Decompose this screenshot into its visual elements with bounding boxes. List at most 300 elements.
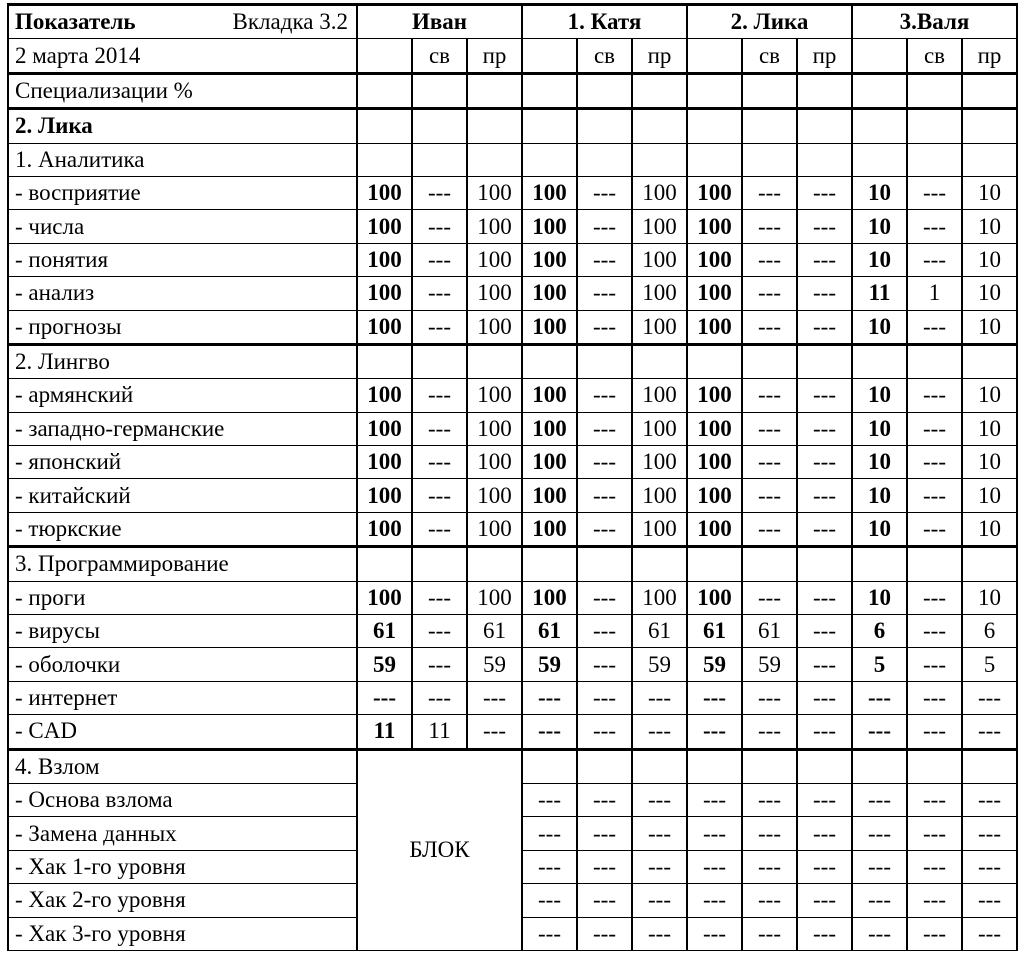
empty-cell <box>907 73 962 108</box>
empty-cell <box>522 73 577 108</box>
value-cell: --- <box>632 681 687 714</box>
row-label: - Хак 1-го уровня <box>8 850 357 883</box>
value-cell: --- <box>577 917 632 950</box>
value-cell: 100 <box>687 277 742 310</box>
value-cell: --- <box>907 581 962 614</box>
value-cell: --- <box>742 884 797 917</box>
value-cell: --- <box>577 243 632 276</box>
value-cell: --- <box>907 176 962 209</box>
value-cell: --- <box>412 210 467 243</box>
value-cell: 10 <box>962 379 1017 412</box>
row-label: - проги <box>8 581 357 614</box>
value-cell: --- <box>852 850 907 883</box>
row-label: - китайский <box>8 479 357 512</box>
empty-cell <box>797 344 852 378</box>
empty-cell <box>357 344 412 378</box>
value-cell: 10 <box>852 243 907 276</box>
table-row <box>8 512 1017 546</box>
empty-cell <box>962 109 1017 143</box>
value-cell: 61 <box>467 615 522 648</box>
value-cell: 100 <box>687 479 742 512</box>
empty-cell <box>522 109 577 143</box>
value-cell: --- <box>577 446 632 479</box>
value-cell: --- <box>907 817 962 850</box>
value-cell: --- <box>412 479 467 512</box>
sub-header-total <box>852 39 907 73</box>
empty-cell <box>357 547 412 581</box>
value-cell: 100 <box>467 446 522 479</box>
value-cell: 100 <box>357 446 412 479</box>
value-cell: --- <box>522 850 577 883</box>
value-cell: 100 <box>357 412 412 445</box>
value-cell: --- <box>577 581 632 614</box>
value-cell: --- <box>412 310 467 344</box>
value-cell: --- <box>962 850 1017 883</box>
value-cell: --- <box>632 715 687 749</box>
empty-cell <box>412 73 467 108</box>
value-cell: --- <box>742 379 797 412</box>
value-cell: --- <box>687 783 742 816</box>
person-header-katya: 1. Катя <box>522 5 687 39</box>
value-cell: --- <box>687 917 742 950</box>
value-cell: 1 <box>907 277 962 310</box>
section-title-row <box>8 749 1017 783</box>
value-cell: --- <box>797 310 852 344</box>
value-cell: --- <box>907 512 962 546</box>
value-cell: --- <box>962 715 1017 749</box>
value-cell: 10 <box>852 310 907 344</box>
empty-cell <box>522 143 577 176</box>
value-cell: 100 <box>687 412 742 445</box>
block-cell: БЛОК <box>357 749 522 950</box>
value-cell: --- <box>687 715 742 749</box>
value-cell: 100 <box>632 277 687 310</box>
value-cell: 6 <box>852 615 907 648</box>
row-label: - CAD <box>8 715 357 749</box>
empty-cell <box>357 73 412 108</box>
value-cell: --- <box>852 917 907 950</box>
value-cell: --- <box>797 884 852 917</box>
table-row <box>8 379 1017 412</box>
empty-cell <box>577 109 632 143</box>
empty-cell <box>577 547 632 581</box>
value-cell: 100 <box>632 479 687 512</box>
value-cell: 10 <box>962 277 1017 310</box>
empty-cell <box>632 749 687 783</box>
value-cell: --- <box>687 884 742 917</box>
value-cell: --- <box>577 850 632 883</box>
value-cell: --- <box>522 783 577 816</box>
value-cell: 5 <box>852 648 907 681</box>
value-cell: --- <box>742 210 797 243</box>
empty-cell <box>962 749 1017 783</box>
value-cell: --- <box>577 884 632 917</box>
value-cell: --- <box>962 917 1017 950</box>
sub-header-pr: пр <box>962 39 1017 73</box>
value-cell: --- <box>412 615 467 648</box>
empty-cell <box>852 143 907 176</box>
value-cell: 10 <box>852 412 907 445</box>
row-label: - японский <box>8 446 357 479</box>
value-cell: 6 <box>962 615 1017 648</box>
value-cell: 61 <box>522 615 577 648</box>
value-cell: --- <box>907 310 962 344</box>
header-cell-title <box>8 5 357 39</box>
value-cell: 100 <box>357 512 412 546</box>
value-cell: --- <box>797 176 852 209</box>
empty-cell <box>742 143 797 176</box>
value-cell: 100 <box>632 379 687 412</box>
value-cell: --- <box>577 512 632 546</box>
table-row <box>8 277 1017 310</box>
empty-cell <box>412 143 467 176</box>
table-row <box>8 210 1017 243</box>
table-row <box>8 715 1017 749</box>
empty-cell <box>357 109 412 143</box>
value-cell: 61 <box>357 615 412 648</box>
value-cell: 100 <box>632 243 687 276</box>
table-row <box>8 648 1017 681</box>
table-row <box>8 479 1017 512</box>
value-cell: --- <box>577 412 632 445</box>
empty-cell <box>632 109 687 143</box>
value-cell: 100 <box>687 446 742 479</box>
row-label: - Основа взлома <box>8 783 357 816</box>
value-cell: 100 <box>522 581 577 614</box>
value-cell: --- <box>467 681 522 714</box>
value-cell: --- <box>797 210 852 243</box>
value-cell: --- <box>357 681 412 714</box>
value-cell: 100 <box>632 581 687 614</box>
value-cell: --- <box>962 817 1017 850</box>
empty-cell <box>797 73 852 108</box>
empty-cell <box>577 344 632 378</box>
value-cell: 100 <box>522 479 577 512</box>
empty-cell <box>412 109 467 143</box>
value-cell: 59 <box>467 648 522 681</box>
value-cell: 100 <box>467 479 522 512</box>
empty-cell <box>852 344 907 378</box>
value-cell: --- <box>687 681 742 714</box>
tab-label: Вкладка 3.2 <box>232 9 348 34</box>
empty-cell <box>742 344 797 378</box>
section-title: 1. Аналитика <box>8 143 357 176</box>
empty-cell <box>632 344 687 378</box>
empty-cell <box>962 547 1017 581</box>
value-cell: 100 <box>357 310 412 344</box>
table-row <box>8 176 1017 209</box>
empty-cell <box>852 547 907 581</box>
empty-cell <box>797 109 852 143</box>
value-cell: --- <box>577 648 632 681</box>
value-cell: 100 <box>467 243 522 276</box>
value-cell: 100 <box>687 210 742 243</box>
value-cell: --- <box>742 783 797 816</box>
value-cell: 100 <box>687 243 742 276</box>
value-cell: --- <box>522 817 577 850</box>
value-cell: 100 <box>467 310 522 344</box>
value-cell: --- <box>632 783 687 816</box>
person-heading-row <box>8 109 1017 143</box>
empty-cell <box>577 73 632 108</box>
value-cell: 100 <box>522 243 577 276</box>
value-cell: 59 <box>632 648 687 681</box>
table-row <box>8 310 1017 344</box>
value-cell: --- <box>412 243 467 276</box>
value-cell: 100 <box>467 581 522 614</box>
value-cell: 10 <box>962 479 1017 512</box>
value-cell: --- <box>412 446 467 479</box>
value-cell: 100 <box>357 479 412 512</box>
value-cell: 61 <box>632 615 687 648</box>
empty-cell <box>687 749 742 783</box>
empty-cell <box>577 749 632 783</box>
value-cell: --- <box>412 379 467 412</box>
value-cell: --- <box>577 310 632 344</box>
value-cell: 10 <box>962 412 1017 445</box>
empty-cell <box>907 344 962 378</box>
sub-header-pr: пр <box>632 39 687 73</box>
value-cell: 100 <box>522 412 577 445</box>
value-cell: 10 <box>962 581 1017 614</box>
value-cell: --- <box>687 850 742 883</box>
value-cell: 100 <box>687 310 742 344</box>
value-cell: 100 <box>632 446 687 479</box>
sub-header-total <box>522 39 577 73</box>
value-cell: 59 <box>742 648 797 681</box>
section-title-row <box>8 143 1017 176</box>
value-cell: --- <box>577 479 632 512</box>
header-row-sub <box>8 39 1017 73</box>
spec-label: Специализации % <box>8 73 357 108</box>
empty-cell <box>742 109 797 143</box>
value-cell: --- <box>797 243 852 276</box>
value-cell: --- <box>797 715 852 749</box>
value-cell: --- <box>797 817 852 850</box>
empty-cell <box>467 547 522 581</box>
value-cell: 100 <box>467 379 522 412</box>
value-cell: --- <box>907 681 962 714</box>
value-cell: 100 <box>467 210 522 243</box>
empty-cell <box>962 344 1017 378</box>
empty-cell <box>632 547 687 581</box>
sub-header-total <box>357 39 412 73</box>
row-label: - анализ <box>8 277 357 310</box>
value-cell: 10 <box>962 310 1017 344</box>
value-cell: --- <box>907 783 962 816</box>
value-cell: --- <box>797 412 852 445</box>
empty-cell <box>742 547 797 581</box>
value-cell: --- <box>797 581 852 614</box>
empty-cell <box>467 143 522 176</box>
value-cell: --- <box>412 512 467 546</box>
row-label: - интернет <box>8 681 357 714</box>
value-cell: --- <box>632 817 687 850</box>
value-cell: --- <box>797 512 852 546</box>
value-cell: --- <box>797 850 852 883</box>
value-cell: --- <box>742 681 797 714</box>
section-title: 2. Лингво <box>8 344 357 378</box>
empty-cell <box>797 547 852 581</box>
value-cell: --- <box>522 884 577 917</box>
value-cell: 10 <box>852 512 907 546</box>
empty-cell <box>907 143 962 176</box>
empty-cell <box>357 143 412 176</box>
empty-cell <box>577 143 632 176</box>
value-cell: 5 <box>962 648 1017 681</box>
value-cell: 61 <box>742 615 797 648</box>
empty-cell <box>687 344 742 378</box>
row-label: - вирусы <box>8 615 357 648</box>
value-cell: 100 <box>522 210 577 243</box>
value-cell: 10 <box>852 581 907 614</box>
value-cell: --- <box>577 277 632 310</box>
value-cell: --- <box>577 817 632 850</box>
empty-cell <box>852 109 907 143</box>
value-cell: 100 <box>467 277 522 310</box>
empty-cell <box>412 547 467 581</box>
value-cell: --- <box>797 783 852 816</box>
value-cell: 100 <box>687 176 742 209</box>
value-cell: 100 <box>632 210 687 243</box>
value-cell: --- <box>687 817 742 850</box>
row-label: - прогнозы <box>8 310 357 344</box>
section-title-row <box>8 344 1017 378</box>
value-cell: --- <box>412 681 467 714</box>
value-cell: 100 <box>357 379 412 412</box>
value-cell: --- <box>577 783 632 816</box>
value-cell: 10 <box>852 176 907 209</box>
empty-cell <box>522 749 577 783</box>
value-cell: 10 <box>962 243 1017 276</box>
person-heading: 2. Лика <box>8 109 357 143</box>
value-cell: --- <box>742 715 797 749</box>
value-cell: --- <box>907 917 962 950</box>
empty-cell <box>412 344 467 378</box>
value-cell: --- <box>852 681 907 714</box>
value-cell: --- <box>412 176 467 209</box>
empty-cell <box>742 749 797 783</box>
value-cell: --- <box>742 817 797 850</box>
empty-cell <box>742 73 797 108</box>
value-cell: 11 <box>412 715 467 749</box>
value-cell: --- <box>797 277 852 310</box>
sub-header-sv: св <box>907 39 962 73</box>
value-cell: 100 <box>632 310 687 344</box>
empty-cell <box>962 143 1017 176</box>
date-label: 2 марта 2014 <box>8 39 357 73</box>
value-cell: --- <box>797 479 852 512</box>
row-label: - Хак 2-го уровня <box>8 884 357 917</box>
table-row <box>8 412 1017 445</box>
sub-header-sv: св <box>412 39 467 73</box>
section-title: 3. Программирование <box>8 547 357 581</box>
value-cell: 100 <box>687 512 742 546</box>
value-cell: --- <box>907 412 962 445</box>
empty-cell <box>467 109 522 143</box>
row-label: - Хак 3-го уровня <box>8 917 357 950</box>
empty-cell <box>687 109 742 143</box>
value-cell: --- <box>742 310 797 344</box>
value-cell: --- <box>797 615 852 648</box>
empty-cell <box>687 547 742 581</box>
value-cell: 100 <box>467 512 522 546</box>
value-cell: --- <box>522 917 577 950</box>
value-cell: --- <box>742 512 797 546</box>
empty-cell <box>687 73 742 108</box>
value-cell: 100 <box>632 412 687 445</box>
row-label: - западно-германские <box>8 412 357 445</box>
empty-cell <box>797 143 852 176</box>
empty-cell <box>467 344 522 378</box>
value-cell: --- <box>742 917 797 950</box>
value-cell: 59 <box>522 648 577 681</box>
empty-cell <box>962 73 1017 108</box>
sheet-title: Показатель <box>15 9 136 35</box>
value-cell: --- <box>742 479 797 512</box>
value-cell: --- <box>742 446 797 479</box>
empty-cell <box>852 749 907 783</box>
value-cell: 100 <box>467 412 522 445</box>
value-cell: --- <box>907 884 962 917</box>
table-row <box>8 243 1017 276</box>
value-cell: --- <box>577 681 632 714</box>
value-cell: 100 <box>467 176 522 209</box>
value-cell: --- <box>632 917 687 950</box>
empty-cell <box>632 143 687 176</box>
value-cell: 100 <box>522 176 577 209</box>
row-label: - Замена данных <box>8 817 357 850</box>
sub-header-pr: пр <box>467 39 522 73</box>
sub-header-total <box>687 39 742 73</box>
empty-cell <box>907 547 962 581</box>
value-cell: 61 <box>687 615 742 648</box>
value-cell: 100 <box>357 210 412 243</box>
section-title: 4. Взлом <box>8 749 357 783</box>
value-cell: --- <box>852 817 907 850</box>
person-header-ivan: Иван <box>357 5 522 39</box>
value-cell: --- <box>577 176 632 209</box>
value-cell: --- <box>797 446 852 479</box>
value-cell: 10 <box>962 446 1017 479</box>
value-cell: --- <box>962 884 1017 917</box>
value-cell: 100 <box>522 512 577 546</box>
empty-cell <box>797 749 852 783</box>
value-cell: --- <box>577 210 632 243</box>
value-cell: 100 <box>687 379 742 412</box>
value-cell: 10 <box>962 176 1017 209</box>
table-row <box>8 581 1017 614</box>
row-label: - восприятие <box>8 176 357 209</box>
value-cell: 100 <box>522 446 577 479</box>
sub-header-sv: св <box>742 39 797 73</box>
value-cell: --- <box>907 446 962 479</box>
section-title-row <box>8 547 1017 581</box>
value-cell: 10 <box>852 210 907 243</box>
table-row <box>8 681 1017 714</box>
value-cell: --- <box>907 379 962 412</box>
value-cell: --- <box>907 210 962 243</box>
value-cell: 100 <box>687 581 742 614</box>
person-header-valya: 3.Валя <box>852 5 1017 39</box>
value-cell: --- <box>522 681 577 714</box>
value-cell: 59 <box>357 648 412 681</box>
value-cell: 10 <box>962 512 1017 546</box>
value-cell: --- <box>742 176 797 209</box>
empty-cell <box>907 109 962 143</box>
value-cell: --- <box>797 379 852 412</box>
value-cell: --- <box>742 243 797 276</box>
